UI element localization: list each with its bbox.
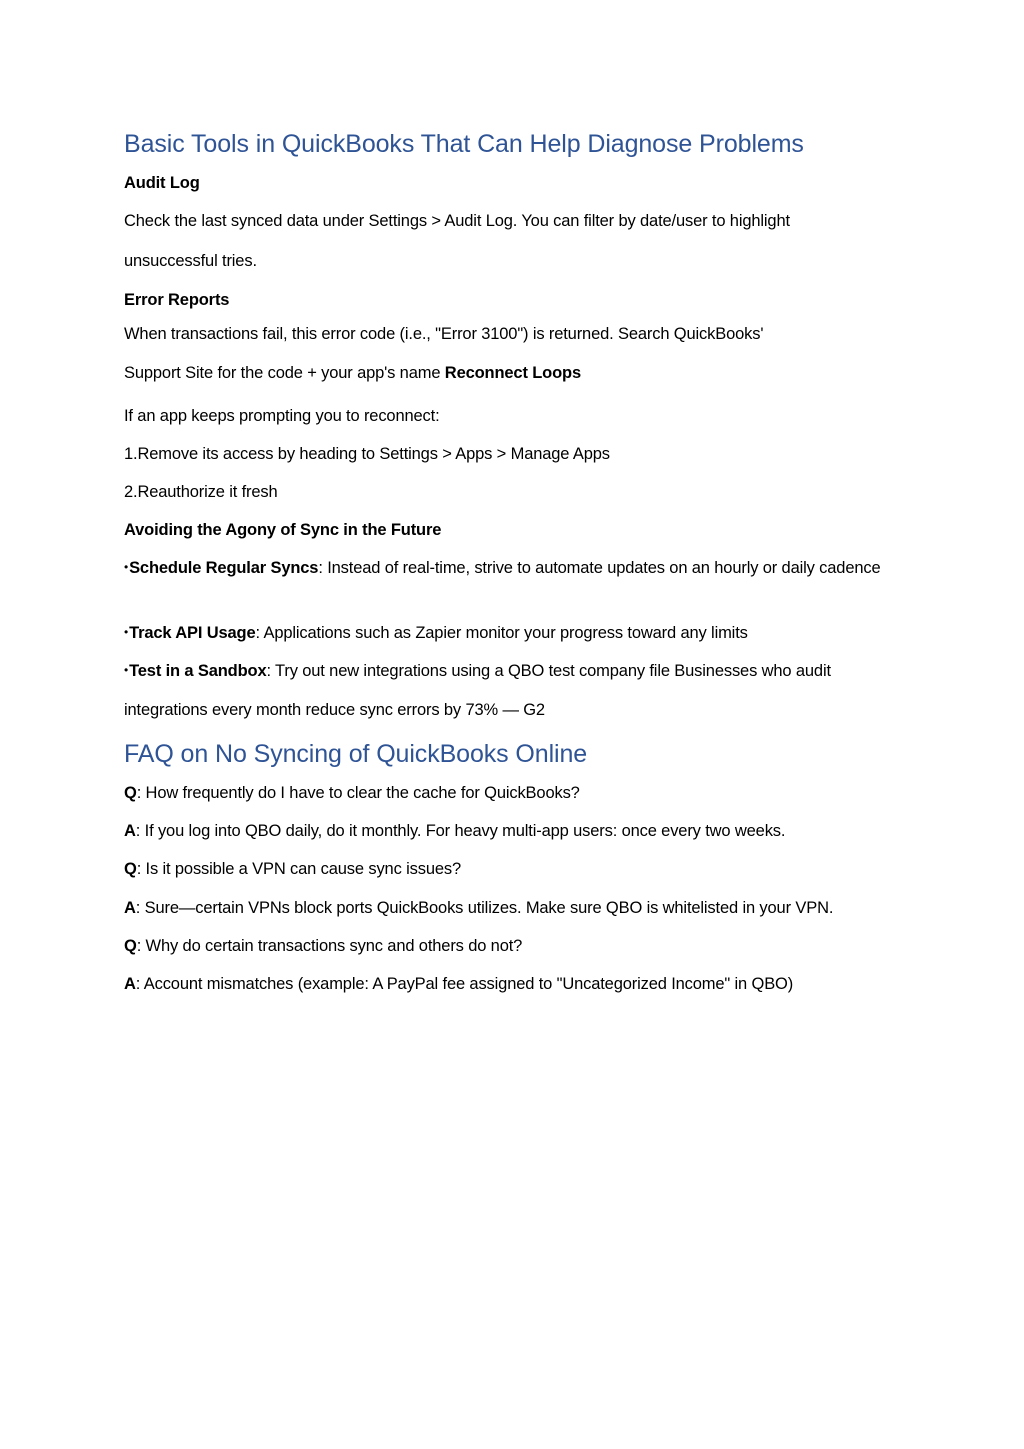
section-heading-basic-tools: Basic Tools in QuickBooks That Can Help Diagnose Problems <box>124 130 804 158</box>
error-reports-line-1: When transactions fail, this error code (i.e., "Error 3100") is returned. Search QuickBooks' <box>124 325 764 343</box>
faq-question-3: Q: Why do certain transactions sync and others do not? <box>124 937 523 955</box>
reconnect-intro: If an app keeps prompting you to reconnect: <box>124 407 440 425</box>
bullet-icon: • <box>124 560 129 574</box>
avoiding-sync-title: Avoiding the Agony of Sync in the Future <box>124 521 442 539</box>
faq-question-2: Q: Is it possible a VPN can cause sync issues? <box>124 860 462 878</box>
bullet-item-sandbox: •Test in a Sandbox: Try out new integrations using a QBO test company file Businesses who audit <box>124 659 831 682</box>
audit-log-title: Audit Log <box>124 174 200 192</box>
reconnect-step-1: 1.Remove its access by heading to Settings > Apps > Manage Apps <box>124 445 610 463</box>
error-reports-line-2: Support Site for the code + your app's name Reconnect Loops <box>124 364 581 382</box>
bullet-item-track-api: •Track API Usage: Applications such as Zapier monitor your progress toward any limits <box>124 621 748 644</box>
sandbox-continuation-line: integrations every month reduce sync errors by 73% — G2 <box>124 701 545 719</box>
bullet-icon: • <box>124 625 129 639</box>
reconnect-step-2: 2.Reauthorize it fresh <box>124 483 278 501</box>
faq-answer-3: A: Account mismatches (example: A PayPal fee assigned to "Uncategorized Income" in QBO) <box>124 975 794 993</box>
bullet-item-schedule-syncs: •Schedule Regular Syncs: Instead of real-time, strive to automate updates on an hourly or daily cadence <box>124 555 884 581</box>
faq-answer-1: A: If you log into QBO daily, do it monthly. For heavy multi-app users: once every two weeks. <box>124 822 786 840</box>
error-reports-title: Error Reports <box>124 291 230 309</box>
audit-log-line-1: Check the last synced data under Settings > Audit Log. You can filter by date/user to highlight <box>124 212 790 230</box>
reconnect-loops-title: Reconnect Loops <box>444 364 581 382</box>
section-heading-faq: FAQ on No Syncing of QuickBooks Online <box>124 740 588 768</box>
faq-answer-2: A: Sure—certain VPNs block ports QuickBooks utilizes. Make sure QBO is whitelisted in your VPN. <box>124 899 834 917</box>
audit-log-line-2: unsuccessful tries. <box>124 252 257 270</box>
faq-question-1: Q: How frequently do I have to clear the cache for QuickBooks? <box>124 784 580 802</box>
bullet-icon: • <box>124 663 129 677</box>
